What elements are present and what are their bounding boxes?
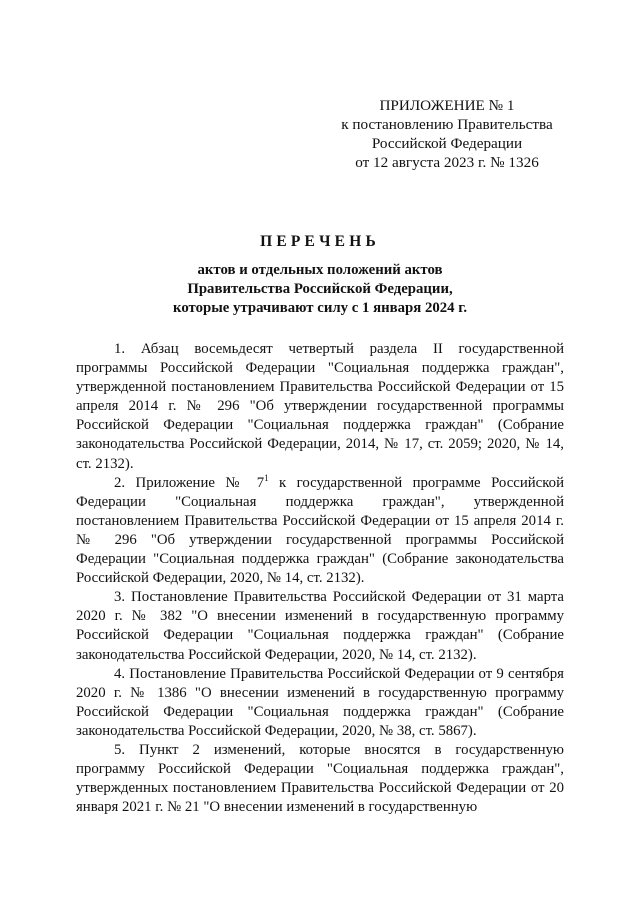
appendix-date: от 12 августа 2023 г. № 1326: [355, 154, 539, 171]
appendix-government: Российской Федерации: [371, 135, 523, 152]
list-item-3: 3. Постановление Правительства Российской Федерации от 31 марта 2020 г. № 382 "О внесении изменений в государственную программу Российской Федерации "Социальная поддержка граждан" (Собрание законодательства Российской Федерации, 2020, № 14, ст. 2132).: [76, 589, 564, 663]
appendix-block: [330, 96, 564, 172]
subtitle-line-3: которые утрачивают силу с 1 января 2024 г.: [172, 300, 468, 316]
subtitle-line-1: актов и отдельных положений актов: [197, 262, 443, 278]
document-title: ПЕРЕЧЕНЬ: [260, 233, 380, 250]
document-subtitle: [0, 261, 640, 318]
document-body: [76, 340, 564, 817]
superscript-index: 1: [264, 472, 269, 483]
list-item-2-rest: к государственной программе Российской Федерации "Социальная поддержка граждан", утвержденной постановлением Правительства Российской Федерации от 15 апреля 2014 г. № 296 "Об утверждении государственной программы Российской Федерации "Социальная поддержка граждан" (Собрание законодательства Российской Федерации, 2020, № 14, ст. 2132).: [76, 474, 564, 587]
appendix-reference: к постановлению Правительства: [341, 116, 553, 133]
list-item-1: 1. Абзац восемьдесят четвертый раздела II государственной программы Российской Федерации "Социальная поддержка граждан", утвержденной постановлением Правительства Российской Федерации от 15 апреля 2014 г. № 296 "Об утверждении государственной программы Российской Федерации "Социальная поддержка граждан" (Собрание законодательства Российской Федерации, 2014, № 17, ст. 2059; 2020, № 14, ст. 2132).: [76, 341, 564, 472]
subtitle-line-2: Правительства Российской Федерации,: [187, 281, 453, 297]
list-item-5: 5. Пункт 2 изменений, которые вносятся в государственную программу Российской Федерации "Социальная поддержка граждан", утвержденных постановлением Правительства Российской Федерации от 20 января 2021 г. № 21 "О внесении изменений в государственную: [76, 741, 564, 816]
list-item-4: 4. Постановление Правительства Российской Федерации от 9 сентября 2020 г. № 1386 "О внесении изменений в государственную программу Российской Федерации "Социальная поддержка граждан" (Собрание законодательства Российской Федерации, 2020, № 38, ст. 5867).: [76, 665, 564, 739]
list-item-2: [76, 474, 564, 589]
list-item-2-start: 2. Приложение № 7: [114, 474, 265, 491]
appendix-number: ПРИЛОЖЕНИЕ № 1: [379, 97, 515, 114]
